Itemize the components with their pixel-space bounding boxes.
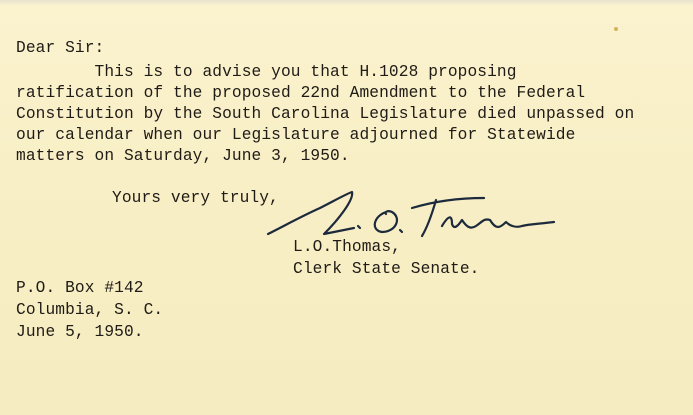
body-line-1: This is to advise you that H.1028 proposing — [16, 63, 517, 81]
body-line-3: Constitution by the South Carolina Legislature died unpassed on — [16, 105, 635, 123]
closing: Yours very truly, — [112, 189, 279, 207]
body-line-2: ratification of the proposed 22nd Amendment to the Federal — [16, 84, 586, 102]
signer-title: Clerk State Senate. — [293, 260, 480, 278]
paper-edge — [0, 0, 693, 6]
salutation: Dear Sir: — [16, 39, 105, 57]
address-line-2: Columbia, S. C. — [16, 301, 164, 319]
signer-name: L.O.Thomas, — [293, 238, 401, 256]
body-line-4: our calendar when our Legislature adjourned for Statewide — [16, 126, 576, 144]
paper-speck — [614, 27, 618, 31]
body-line-5: matters on Saturday, June 3, 1950. — [16, 147, 350, 165]
address-line-3: June 5, 1950. — [16, 323, 144, 341]
signature-label: L.O. Thomas — [412, 244, 419, 245]
address-line-1: P.O. Box #142 — [16, 279, 144, 297]
